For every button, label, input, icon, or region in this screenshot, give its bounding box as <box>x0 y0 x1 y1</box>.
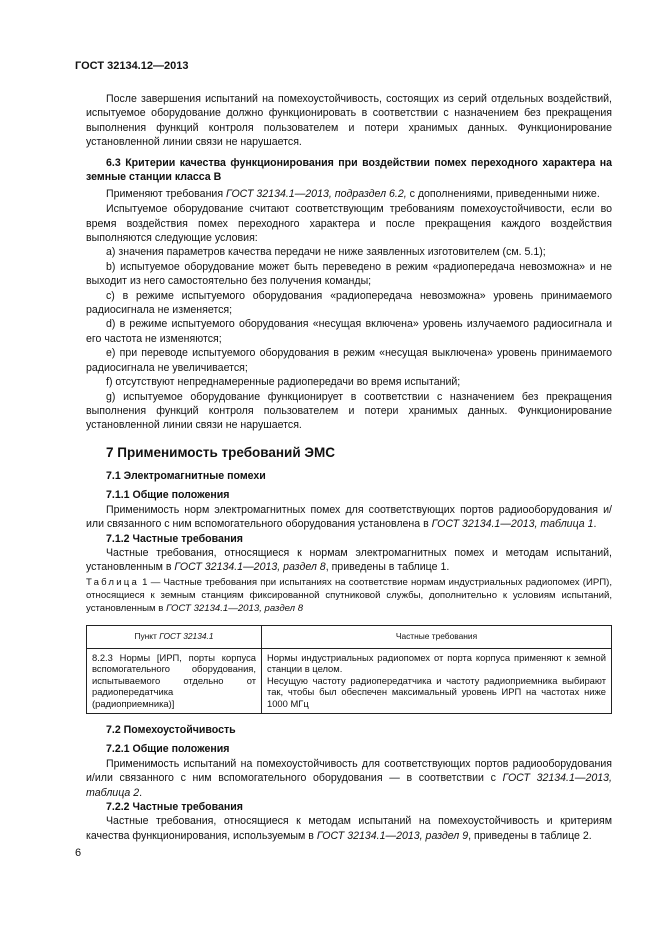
intro-block <box>86 92 612 150</box>
condition-d: d) в режиме испытуемого оборудования «несущая включена» уровень излучаемого радиосигнала и его частота не изменяются; <box>86 318 612 345</box>
condition-b: b) испытуемое оборудование может быть переведено в режим «радиопередача невозможна» и не выходит из него самостоятельно без получения команды; <box>86 260 612 288</box>
table-caption-text: Частные требования при испытаниях на соответствие нормам индустриальных радиопомех (ИРП), относящиеся к земным станциям фиксированной спутниковой службы, дополнительно к условиям испытаний, установленным в <box>86 577 612 614</box>
s721-text: Применимость испытаний на помехоустойчивость для соответствующих портов радиооборудования и/или связанного с ним вспомогательного оборудования — в соответствии с <box>86 757 612 785</box>
table-caption-reference: ГОСТ 32134.1—2013, раздел 8 <box>166 603 304 614</box>
requirement-text-2: Несущую частоту радиопередатчика и частоту радиоприемника выбирают так, чтобы был обеспечен максимальный уровень ИРП на частотах ниже 1000 МГц <box>267 674 606 709</box>
s711-text-end: . <box>593 518 597 531</box>
s722-text: Частные требования, относящиеся к методам испытаний на помехоустойчивость и критериям качества функционирования, используемым в <box>86 815 612 842</box>
table-header-row <box>87 626 612 649</box>
para1-reference: ГОСТ 32134.1—2013, подраздел 6.2, <box>226 187 407 200</box>
section-6-3 <box>86 156 612 433</box>
table-row <box>87 648 612 713</box>
section-7-2-2-text <box>86 814 612 843</box>
section-7-2-2-heading: 7.2.2 Частные требования <box>106 801 243 814</box>
table-cell-clause: 8.2.3 Нормы [ИРП, порты корпуса вспомогательного оборудования, испытываемого отдельно от радиопередатчика (радиоприемника)] <box>87 648 262 713</box>
s722-reference: ГОСТ 32134.1—2013, раздел 9 <box>316 829 469 842</box>
s721-reference: ГОСТ 32134.1—2013, таблица 2 <box>86 772 612 799</box>
s712-text-end: , приведены в таблице 1. <box>325 561 450 574</box>
table-header-clause <box>87 626 262 649</box>
table-header-requirements: Частные требования <box>262 626 612 649</box>
condition-e: e) при переводе испытуемого оборудования в режим «несущая выключена» уровень принимаемого радиосигнала не увеличивается; <box>86 347 612 374</box>
table-caption-label: Таблица <box>86 577 140 588</box>
section-7-1-2-text <box>86 546 612 575</box>
section-7-1-heading: 7.1 Электромагнитные помехи <box>106 470 266 482</box>
table-1-block <box>86 576 612 714</box>
table-caption-number: 1 — <box>139 577 164 588</box>
s721-text-end: . <box>139 786 143 799</box>
page-number: 6 <box>75 847 82 859</box>
condition-f: f) отсутствуют непреднамеренные радиопередачи во время испытаний; <box>106 376 461 389</box>
section-7-1-1-text <box>86 503 612 532</box>
section-6-3-para1 <box>86 187 612 201</box>
section-7-2-1-text <box>86 757 612 800</box>
condition-a: a) значения параметров качества передачи не ниже заявленных изготовителем (см. 5.1); <box>106 246 546 259</box>
para1-text: Применяют требования <box>106 187 227 200</box>
para1-text-end: с дополнениями, приведенными ниже. <box>406 187 600 200</box>
s722-text-end: , приведены в таблице 2. <box>468 829 592 842</box>
section-6-3-heading: 6.3 Критерии качества функционирования при воздействии помех переходного характера на земные станции класса В <box>86 157 612 184</box>
condition-c: c) в режиме испытуемого оборудования «радиопередача невозможна» уровень принимаемого радиосигнала не изменяется; <box>86 289 612 317</box>
section-7-1-1-heading: 7.1.1 Общие положения <box>106 489 230 502</box>
section-7 <box>86 445 612 575</box>
header-clause-reference: ГОСТ 32134.1 <box>159 631 214 641</box>
s711-reference: ГОСТ 32134.1—2013, таблица 1 <box>431 518 594 531</box>
table-1-caption <box>86 576 612 615</box>
table-1 <box>86 625 612 714</box>
section-7-heading: 7 Применимость требований ЭМС <box>106 445 336 460</box>
requirement-text-1: Нормы индустриальных радиопомех от порта корпуса применяют к земной станции в целом. <box>267 651 606 675</box>
document-header: ГОСТ 32134.12—2013 <box>75 60 189 72</box>
section-7-2-1-heading: 7.2.1 Общие положения <box>106 743 230 756</box>
table-cell-requirements <box>262 648 612 713</box>
s712-reference: ГОСТ 32134.1—2013, раздел 8 <box>174 561 326 574</box>
section-7-2 <box>86 723 612 843</box>
section-6-3-para2: Испытуемое оборудование считают соответствующим требованиям помехоустойчивости, если во время воздействия помех переходного характера и после прекращения каждого воздействия выполняются следующие условия: <box>86 203 612 245</box>
s711-text: Применимость норм электромагнитных помех для соответствующих портов радиооборудования и/или связанного с ним вспомогательного оборудования установлена в <box>86 503 612 531</box>
intro-paragraph: После завершения испытаний на помехоустойчивость, состоящих из серий отдельных воздействий, испытуемое оборудование должно функционировать в соответствии с назначением без прекращения выполнения функций контроля пользователем и потери хранимых данных. Функционирование установленной линии связи не нарушается. <box>86 93 612 149</box>
header-clause-text: Пункт <box>134 631 160 641</box>
section-7-2-heading: 7.2 Помехоустойчивость <box>106 724 236 736</box>
s712-text: Частные требования, относящиеся к нормам электромагнитных помех и методам испытаний, установленным в <box>86 547 612 574</box>
condition-g: g) испытуемое оборудование функционирует в соответствии с назначением без прекращения выполнения функций контроля пользователем и потери хранимых данных. Функционирование установленной линии связи не нарушается. <box>86 390 612 432</box>
section-7-1-2-heading: 7.1.2 Частные требования <box>106 532 243 545</box>
